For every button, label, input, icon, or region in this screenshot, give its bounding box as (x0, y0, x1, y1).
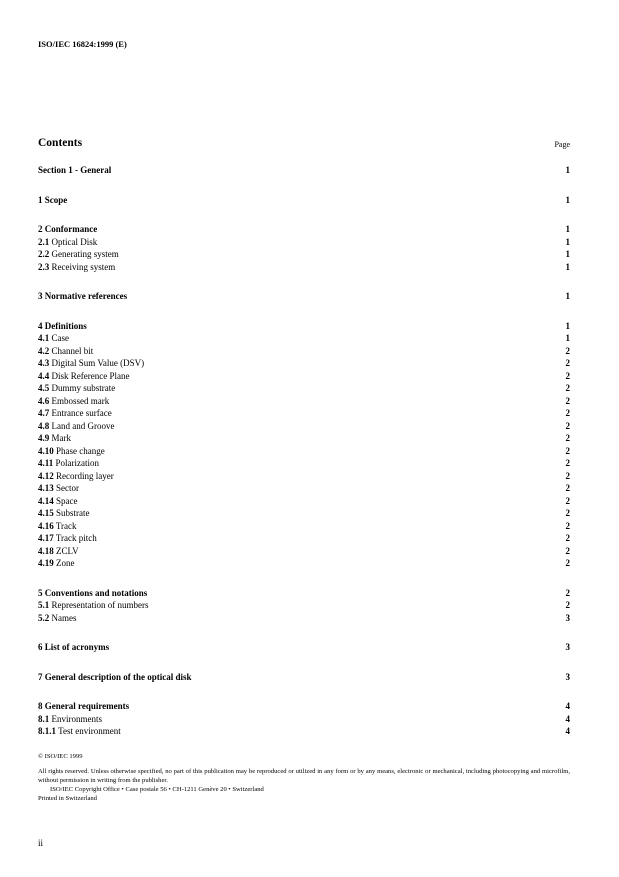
toc-entry-number: 4.9 (38, 433, 50, 443)
toc-entry-number: 4.8 (38, 420, 50, 431)
toc-entry-text: Polarization (55, 458, 100, 468)
toc-entry-text: Recording layer (56, 470, 114, 481)
toc-entry-number: 4.4 (38, 370, 50, 381)
toc-entry-title (38, 164, 111, 177)
toc-entry-number: 4.10 (38, 445, 54, 456)
toc-entry[interactable] (38, 641, 570, 654)
contents-title: Contents (38, 137, 83, 149)
toc-entry-title (38, 382, 115, 395)
document-header: ISO/IEC 16824:1999 (E) (38, 39, 127, 49)
toc-entry-text: Channel bit (51, 345, 94, 356)
toc-entry-title (38, 671, 192, 684)
toc-entry-page: 2 (565, 345, 570, 356)
toc-entry-number: 4.2 (38, 345, 50, 356)
toc-entry-title (38, 482, 79, 495)
copyright-notice (38, 752, 570, 803)
toc-entry-title (38, 457, 99, 470)
toc-entry[interactable] (38, 261, 570, 274)
toc-entry-text: 7 General description of the optical disk (38, 671, 192, 682)
toc-entry-text: Sector (56, 483, 79, 493)
toc-entry[interactable] (38, 332, 570, 345)
toc-entry-text: Land and Groove (51, 420, 115, 431)
toc-entry-page: 2 (565, 420, 570, 431)
toc-entry-text: Phase change (56, 445, 105, 456)
toc-entry-number: 5.2 (38, 612, 50, 623)
toc-entry-title (38, 420, 114, 433)
toc-entry-number: 2.2 (38, 249, 50, 259)
toc-entry-text: Embossed mark (51, 395, 110, 406)
toc-entry-page: 1 (565, 333, 570, 343)
toc-entry[interactable] (38, 445, 570, 458)
toc-entry-page: 2 (565, 358, 570, 368)
toc-entry-title (38, 557, 75, 570)
toc-entry-number: 4.11 (38, 458, 54, 468)
toc-entry-number: 5.1 (38, 600, 50, 610)
toc-entry-page: 2 (565, 545, 570, 556)
toc-entry-page: 2 (565, 533, 570, 543)
toc-entry-page: 2 (565, 470, 570, 481)
toc-entry-title (38, 700, 129, 713)
toc-entry-number: 4.12 (38, 470, 54, 481)
toc-entry-page: 2 (565, 383, 570, 393)
toc-entry-text: Test environment (58, 726, 121, 736)
toc-entry-page: 2 (565, 395, 570, 406)
toc-entry-text: Substrate (56, 508, 90, 518)
toc-entry[interactable] (38, 532, 570, 545)
toc-entry-page: 4 (565, 713, 570, 724)
toc-entry[interactable] (38, 713, 570, 726)
toc-entry-text: Track (55, 520, 77, 531)
copyright-office: ISO/IEC Copyright Office • Case postale 56 • CH-1211 Genève 20 • Switzerland (50, 786, 264, 793)
toc-entry-title (38, 641, 109, 654)
toc-entry-page: 3 (565, 671, 570, 682)
toc-entry-title (38, 612, 77, 625)
toc-entry-text: Environments (51, 713, 102, 724)
toc-entry[interactable] (38, 420, 570, 433)
toc-entry-text: Optical Disk (51, 236, 98, 247)
toc-entry[interactable] (38, 236, 570, 249)
toc-entry-title (38, 532, 97, 545)
toc-entry[interactable] (38, 345, 570, 358)
toc-entry-text: 3 Normative references (38, 291, 128, 301)
toc-entry[interactable] (38, 248, 570, 261)
toc-entry-number: 8.1.1 (38, 726, 56, 736)
toc-entry-number: 4.3 (38, 358, 50, 368)
toc-entry-title (38, 407, 112, 420)
page-number: ii (38, 838, 44, 848)
toc-entry-text: Generating system (51, 249, 119, 259)
toc-entry-title (38, 357, 144, 370)
toc-entry[interactable] (38, 223, 570, 236)
toc-entry-text: 1 Scope (38, 194, 68, 205)
toc-entry[interactable] (38, 612, 570, 625)
toc-entry-title (38, 507, 90, 520)
toc-entry-title (38, 223, 97, 236)
toc-entry[interactable] (38, 725, 570, 738)
toc-entry-number: 4.6 (38, 395, 50, 406)
toc-entry-page: 2 (565, 483, 570, 493)
toc-entry-number: 4.18 (38, 545, 54, 556)
toc-entry-number: 4.7 (38, 408, 50, 418)
toc-entry[interactable] (38, 164, 570, 177)
toc-entry-text: 4 Definitions (38, 320, 87, 331)
toc-entry[interactable] (38, 432, 570, 445)
toc-entry-text: Receiving system (51, 261, 116, 272)
toc-entry[interactable] (38, 370, 570, 383)
toc-entry-title (38, 194, 67, 207)
toc-entry-text: Dummy substrate (51, 383, 116, 393)
toc-entry-text: 2 Conformance (38, 224, 98, 234)
toc-entry-text: Track pitch (55, 533, 97, 543)
toc-entry[interactable] (38, 407, 570, 420)
toc-entry[interactable] (38, 320, 570, 333)
toc-entry-page: 2 (565, 408, 570, 418)
toc-entry-text: 8 General requirements (38, 701, 130, 711)
toc-entry[interactable] (38, 357, 570, 370)
toc-entry-title (38, 587, 147, 600)
toc-entry-page: 3 (565, 642, 570, 652)
toc-entry-title (38, 432, 71, 445)
toc-entry-number: 4.15 (38, 508, 54, 518)
toc-entry-text: Section 1 - General (38, 165, 112, 175)
toc-entry-page: 2 (565, 370, 570, 381)
toc-entry-title (38, 370, 129, 383)
toc-entry[interactable] (38, 507, 570, 520)
toc-entry-title (38, 520, 77, 533)
toc-entry-number: 4.5 (38, 383, 50, 393)
toc-entry-number: 4.14 (38, 495, 54, 506)
toc-entry-page: 3 (565, 612, 570, 623)
toc-entry[interactable] (38, 700, 570, 713)
toc-entry-text: 5 Conventions and notations (38, 587, 148, 598)
toc-entry-page: 1 (565, 165, 570, 175)
toc-entry-number: 4.1 (38, 333, 50, 343)
toc-entry-number: 4.16 (38, 520, 54, 531)
toc-entry-title (38, 470, 114, 483)
toc-entry-title (38, 290, 127, 303)
toc-entry-text: ZCLV (56, 545, 79, 556)
printed-in: Printed in Switzerland (38, 795, 97, 802)
toc-entry-title (38, 345, 93, 358)
toc-entry-page: 2 (565, 508, 570, 518)
toc-entry-text: Mark (51, 433, 71, 443)
toc-entry[interactable] (38, 194, 570, 207)
toc-entry-page: 2 (565, 520, 570, 531)
toc-entry[interactable] (38, 382, 570, 395)
toc-entry-page: 1 (565, 224, 570, 234)
toc-entry[interactable] (38, 671, 570, 684)
toc-entry-number: 4.19 (38, 558, 54, 568)
toc-entry-title (38, 725, 121, 738)
toc-entry-page: 2 (565, 445, 570, 456)
toc-entry-page: 4 (565, 726, 570, 736)
toc-entry[interactable] (38, 520, 570, 533)
toc-entry-page: 1 (565, 320, 570, 331)
toc-entry[interactable] (38, 470, 570, 483)
toc-entry-text: Zone (56, 558, 75, 568)
toc-entry-title (38, 495, 78, 508)
toc-entry-page: 2 (565, 558, 570, 568)
toc-entry-text: Disk Reference Plane (51, 370, 130, 381)
toc-entry-title (38, 320, 87, 333)
toc-entry[interactable] (38, 395, 570, 408)
toc-entry-number: 8.1 (38, 713, 50, 724)
toc-entry-text: Representation of numbers (51, 600, 149, 610)
toc-entry-page: 2 (565, 458, 570, 468)
toc-entry-page: 4 (565, 701, 570, 711)
toc-entry-title (38, 713, 102, 726)
toc-entry-text: 6 List of acronyms (38, 642, 110, 652)
toc-entry-page: 2 (565, 587, 570, 598)
toc-entry-number: 4.17 (38, 533, 54, 543)
toc-entry[interactable] (38, 482, 570, 495)
toc-entry-title (38, 261, 115, 274)
toc-entry[interactable] (38, 557, 570, 570)
page-column-label: Page (554, 140, 570, 149)
toc-entry-title (38, 545, 79, 558)
toc-entry[interactable] (38, 457, 570, 470)
toc-entry[interactable] (38, 599, 570, 612)
copyright-line: © ISO/IEC 1999 (38, 753, 83, 760)
toc-entry[interactable] (38, 587, 570, 600)
toc-entry-title (38, 248, 119, 261)
toc-entry-text: Entrance surface (51, 408, 112, 418)
toc-entry-page: 1 (565, 194, 570, 205)
toc-entry-page: 2 (565, 600, 570, 610)
toc-entry-page: 1 (565, 261, 570, 272)
toc-entry-number: 2.3 (38, 261, 50, 272)
toc-entry-page: 1 (565, 249, 570, 259)
toc-entry-text: Space (56, 495, 78, 506)
table-of-contents (38, 164, 570, 738)
rights-statement: All rights reserved. Unless otherwise specified, no part of this publication may be reproduced or utilized in any form or by any means, electronic or mechanical, including photocopying and microfilm, without permission in writing from the publisher. (38, 768, 570, 784)
toc-entry-page: 2 (565, 433, 570, 443)
toc-entry-page: 1 (565, 291, 570, 301)
toc-entry-number: 2.1 (38, 236, 50, 247)
toc-entry[interactable] (38, 495, 570, 508)
toc-entry-text: Names (51, 612, 77, 623)
toc-entry-page: 1 (565, 236, 570, 247)
toc-entry[interactable] (38, 545, 570, 558)
toc-entry-title (38, 395, 109, 408)
toc-entry-page: 2 (565, 495, 570, 506)
toc-entry-title (38, 445, 105, 458)
toc-entry-title (38, 332, 69, 345)
toc-entry-text: Digital Sum Value (DSV) (51, 358, 145, 368)
toc-entry-number: 4.13 (38, 483, 54, 493)
toc-entry-title (38, 599, 148, 612)
toc-entry-title (38, 236, 97, 249)
toc-entry[interactable] (38, 290, 570, 303)
toc-entry-text: Case (51, 333, 69, 343)
